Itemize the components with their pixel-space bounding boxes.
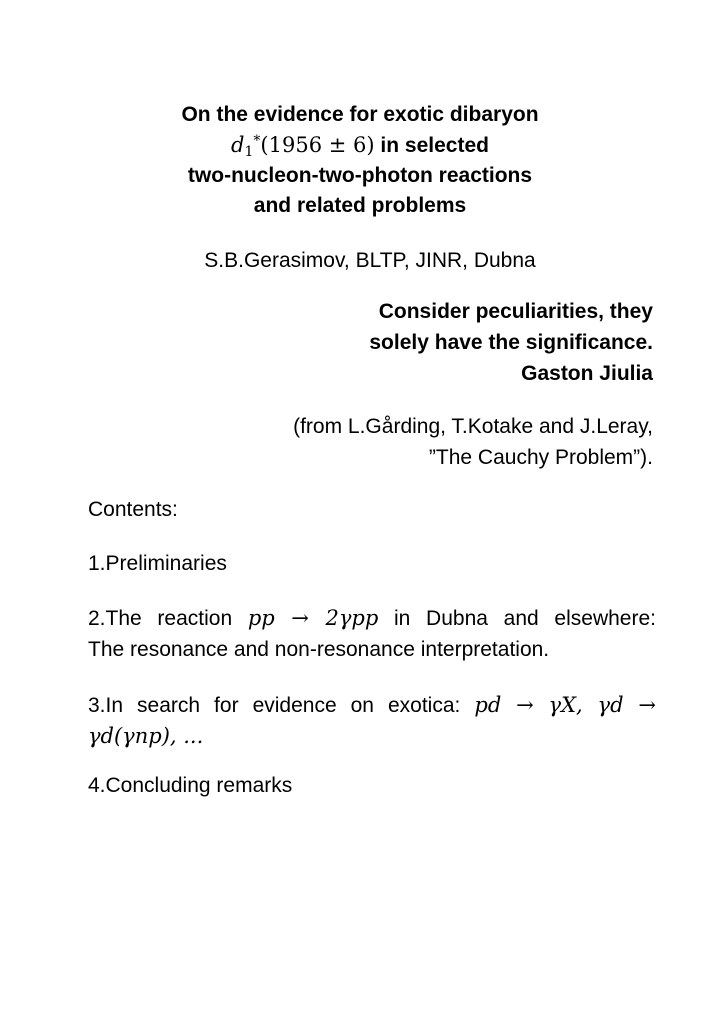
title-line-4: and related problems bbox=[253, 194, 467, 217]
contents-heading: Contents: bbox=[88, 498, 178, 521]
contents-item-3: 3.In search for evidence on exotica: pd → γX, γd → γd(γnp), ... bbox=[88, 690, 656, 752]
title-line-2-text: in selected bbox=[374, 134, 489, 157]
author-line: S.B.Gerasimov, BLTP, JINR, Dubna bbox=[204, 249, 536, 272]
epigraph-line-1: Consider peculiarities, they bbox=[378, 300, 653, 323]
epigraph bbox=[369, 296, 653, 389]
source-line-2: ”The Cauchy Problem”). bbox=[428, 446, 653, 469]
title-line-2 bbox=[0, 130, 720, 161]
epigraph-line-2: solely have the significance. bbox=[369, 331, 653, 354]
contents-item-1: 1.Preliminaries bbox=[88, 552, 227, 575]
epigraph-attribution: Gaston Jiulia bbox=[521, 362, 653, 385]
source-line-1: (from L.Gårding, T.Kotake and J.Leray, bbox=[293, 415, 653, 438]
exotica-formula-2: γd(γnp), ... bbox=[88, 724, 204, 748]
title-line-3: two-nucleon-two-photon reactions bbox=[187, 164, 533, 187]
dibaryon-symbol: $d_1^*(1956 \pm 6)$ bbox=[231, 133, 375, 160]
reaction-formula: pp → 2γpp bbox=[247, 606, 379, 630]
contents-item-4: 4.Concluding remarks bbox=[88, 774, 293, 797]
contents-item-2: 2.The reaction pp → 2γpp in Dubna and elsewhere: The resonance and non-resonance interpretation. bbox=[88, 606, 656, 661]
exotica-formula-1: pd → γX, γd → bbox=[474, 693, 656, 717]
epigraph-source bbox=[293, 411, 653, 473]
page-title bbox=[0, 100, 720, 221]
title-line-1: On the evidence for exotic dibaryon bbox=[181, 103, 539, 126]
